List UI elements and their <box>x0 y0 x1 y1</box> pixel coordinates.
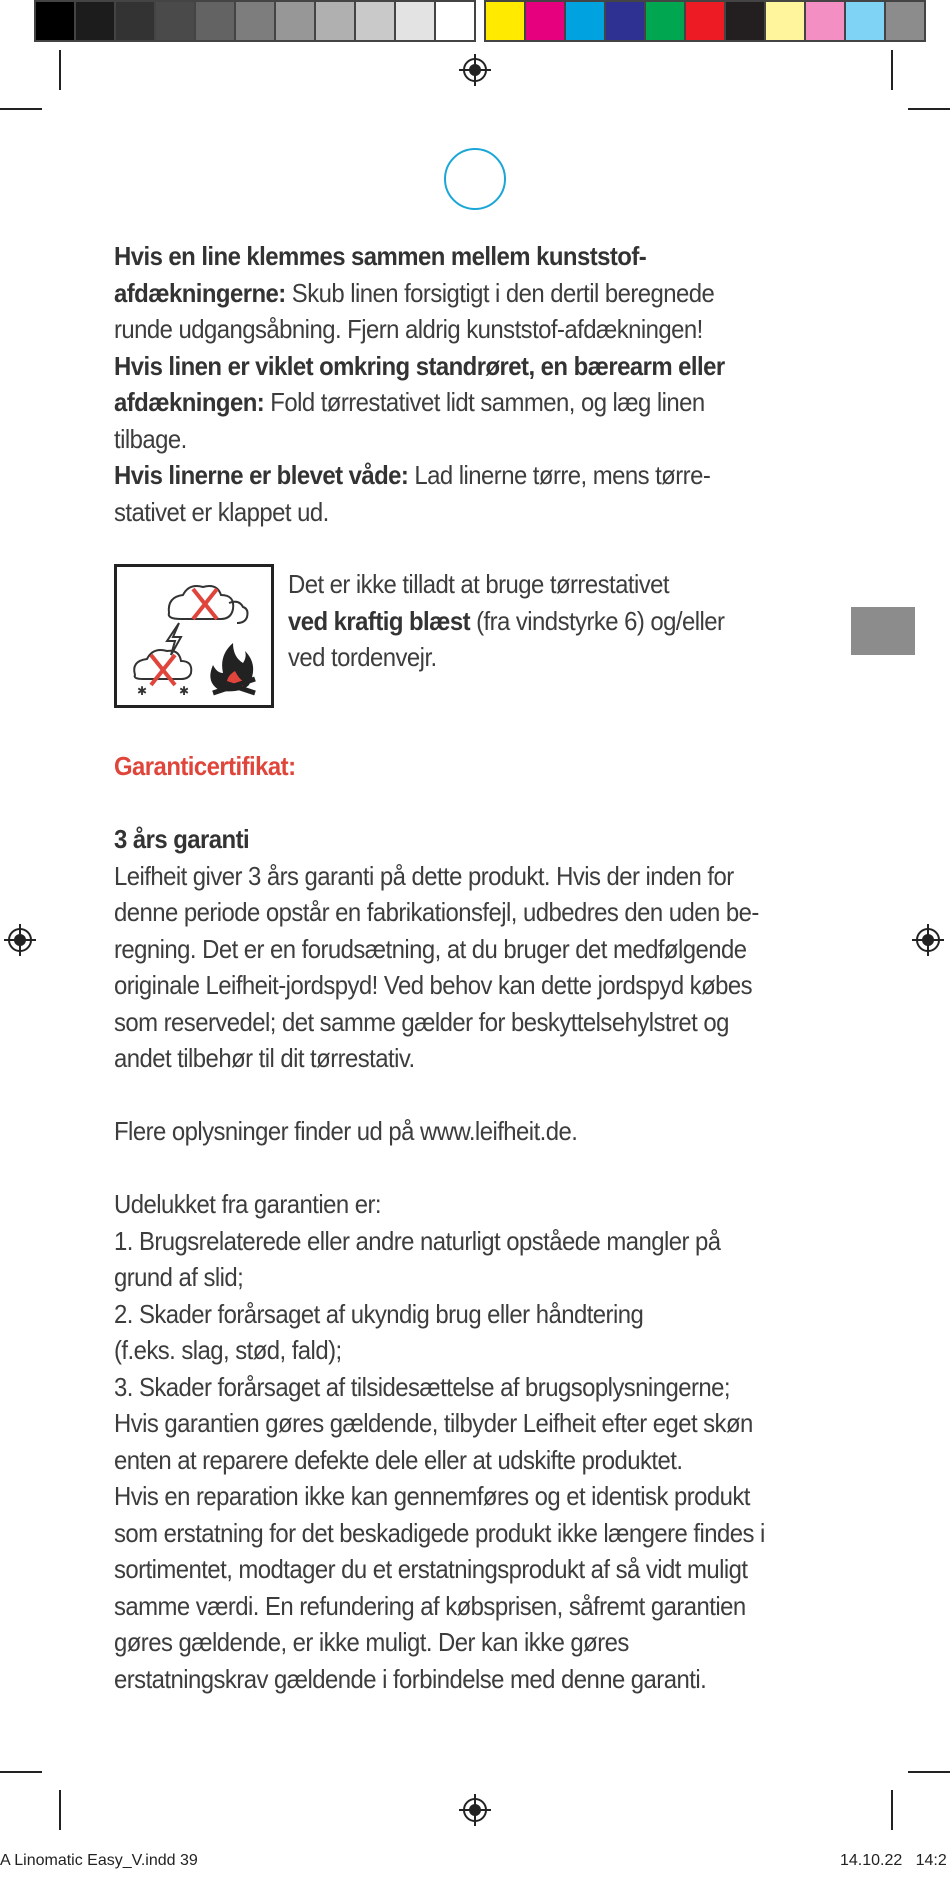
grey-swatch <box>274 0 316 42</box>
snow-crossed-icon <box>134 650 191 698</box>
troubleshooting-item <box>114 348 776 458</box>
troubleshooting-heading: Hvis linerne er blevet våde: <box>114 460 409 490</box>
process-swatch <box>844 0 886 42</box>
weather-warning-text <box>288 566 803 676</box>
excluded-title: Udelukket fra garantien er: <box>114 1189 381 1219</box>
footer-file-name: A Linomatic Easy_V.indd 39 <box>0 1852 198 1869</box>
registration-mark-icon <box>459 1794 491 1826</box>
crop-mark <box>891 50 893 90</box>
process-swatch <box>764 0 806 42</box>
process-swatch <box>884 0 926 42</box>
troubleshooting-heading: Hvis linen er viklet omkring standrøret, en bærearm eller afdækningen: <box>114 350 725 417</box>
svg-text:✱: ✱ <box>179 684 190 698</box>
warning-line: ved tordenvejr. <box>288 642 437 672</box>
troubleshooting-heading: Hvis en line klemmes sammen mellem kunststof-afdækningerne: <box>114 241 647 308</box>
thunderstorm-wind-crossed-icon <box>167 586 248 655</box>
replacement-text: Hvis en reparation ikke kan gennemføres og et identisk produkt som erstatning for det beskadigede produkt ikke længere findes i sortimentet, modtager du et erstatningsprodukt af så vidt muligt samme værdi. En refundering af købsprisen, såfremt garantien gøres gældende, er ikke muligt. Der kan ikke gøres erstatningskrav gældende i forbindelse med denne garanti. <box>114 1481 765 1694</box>
troubleshooting-item <box>114 457 776 530</box>
process-swatch <box>804 0 846 42</box>
crop-mark <box>908 108 950 110</box>
process-swatch <box>724 0 766 42</box>
warning-line: Det er ikke tilladt at bruge tørrestativet <box>288 569 669 599</box>
troubleshooting-item <box>114 238 776 348</box>
grey-swatch <box>234 0 276 42</box>
placeholder-circle <box>444 148 506 210</box>
guarantee-section <box>114 748 776 1697</box>
guarantee-body: Leifheit giver 3 års garanti på dette produkt. Hvis der inden for denne periode opstår en fabrikationsfejl, udbedres den uden be-regning. Det er en forudsætning, at du bruger det medfølgende originale Leifheit-jordspyd! Ved behov kan dette jordspyd købes som reservedel; det samme gælder for beskyttelsehylstret og andet tilbehør til dit tørrestativ. <box>114 860 759 1073</box>
crop-mark <box>908 1771 950 1773</box>
section-tab-marker <box>851 607 915 655</box>
crop-mark <box>891 1790 893 1830</box>
troubleshooting-text: Fold tørrestativet lidt sammen, og læg linen tilbage. <box>114 387 705 454</box>
process-swatch <box>684 0 726 42</box>
process-swatch <box>484 0 526 42</box>
grey-swatch <box>394 0 436 42</box>
grey-swatch <box>74 0 116 42</box>
crop-mark <box>0 108 42 110</box>
grey-swatch <box>314 0 356 42</box>
guarantee-heading: Garanticertifikat: <box>114 751 296 781</box>
troubleshooting-text: Skub linen forsigtigt i den dertil beregnede runde udgangsåbning. Fjern aldrig kunststof-afdækningen! <box>114 277 715 344</box>
grey-swatch <box>194 0 236 42</box>
grey-swatch <box>154 0 196 42</box>
weather-warning-pictogram <box>114 564 274 708</box>
grey-swatch <box>34 0 76 42</box>
excluded-item: 2. Skader forårsaget af ukyndig brug eller håndtering <box>114 1298 644 1329</box>
excluded-item-detail: (f.eks. slag, stød, fald); <box>114 1335 342 1365</box>
registration-mark-icon <box>459 54 491 86</box>
warning-emphasis: ved kraftig blæst <box>288 605 471 636</box>
grey-swatch <box>114 0 156 42</box>
registration-mark-icon <box>912 924 944 956</box>
color-calibration-bar <box>36 0 926 42</box>
excluded-item: 1. Brugsrelaterede eller andre naturligt opståede mangler på grund af slid; <box>114 1225 721 1292</box>
crop-mark <box>0 1771 42 1773</box>
warning-line: (fra vindstyrke 6) og/eller <box>470 605 725 636</box>
excluded-item: 3. Skader forårsaget af tilsidesættelse af brugsoplysningerne; <box>114 1371 730 1402</box>
troubleshooting-text: Lad linerne tørre, mens tørre-stativet er klappet ud. <box>114 460 711 527</box>
crop-mark <box>59 1790 61 1830</box>
troubleshooting-section <box>114 238 776 530</box>
footer-date: 14.10.22 14:2 <box>840 1852 947 1869</box>
process-swatch <box>524 0 566 42</box>
grey-swatch <box>354 0 396 42</box>
guarantee-subheading: 3 års garanti <box>114 824 250 854</box>
process-swatch <box>604 0 646 42</box>
svg-text:✱: ✱ <box>137 684 148 698</box>
more-info-text: Flere oplysninger finder ud på www.leifheit.de. <box>114 1116 578 1146</box>
claim-text: Hvis garantien gøres gældende, tilbyder Leifheit efter eget skøn enten at reparere defekte dele eller at udskifte produktet. <box>114 1408 753 1475</box>
fire-icon <box>210 643 255 693</box>
registration-mark-icon <box>4 924 36 956</box>
process-swatch <box>644 0 686 42</box>
crop-mark <box>59 50 61 90</box>
process-swatch <box>564 0 606 42</box>
grey-swatch <box>434 0 476 42</box>
